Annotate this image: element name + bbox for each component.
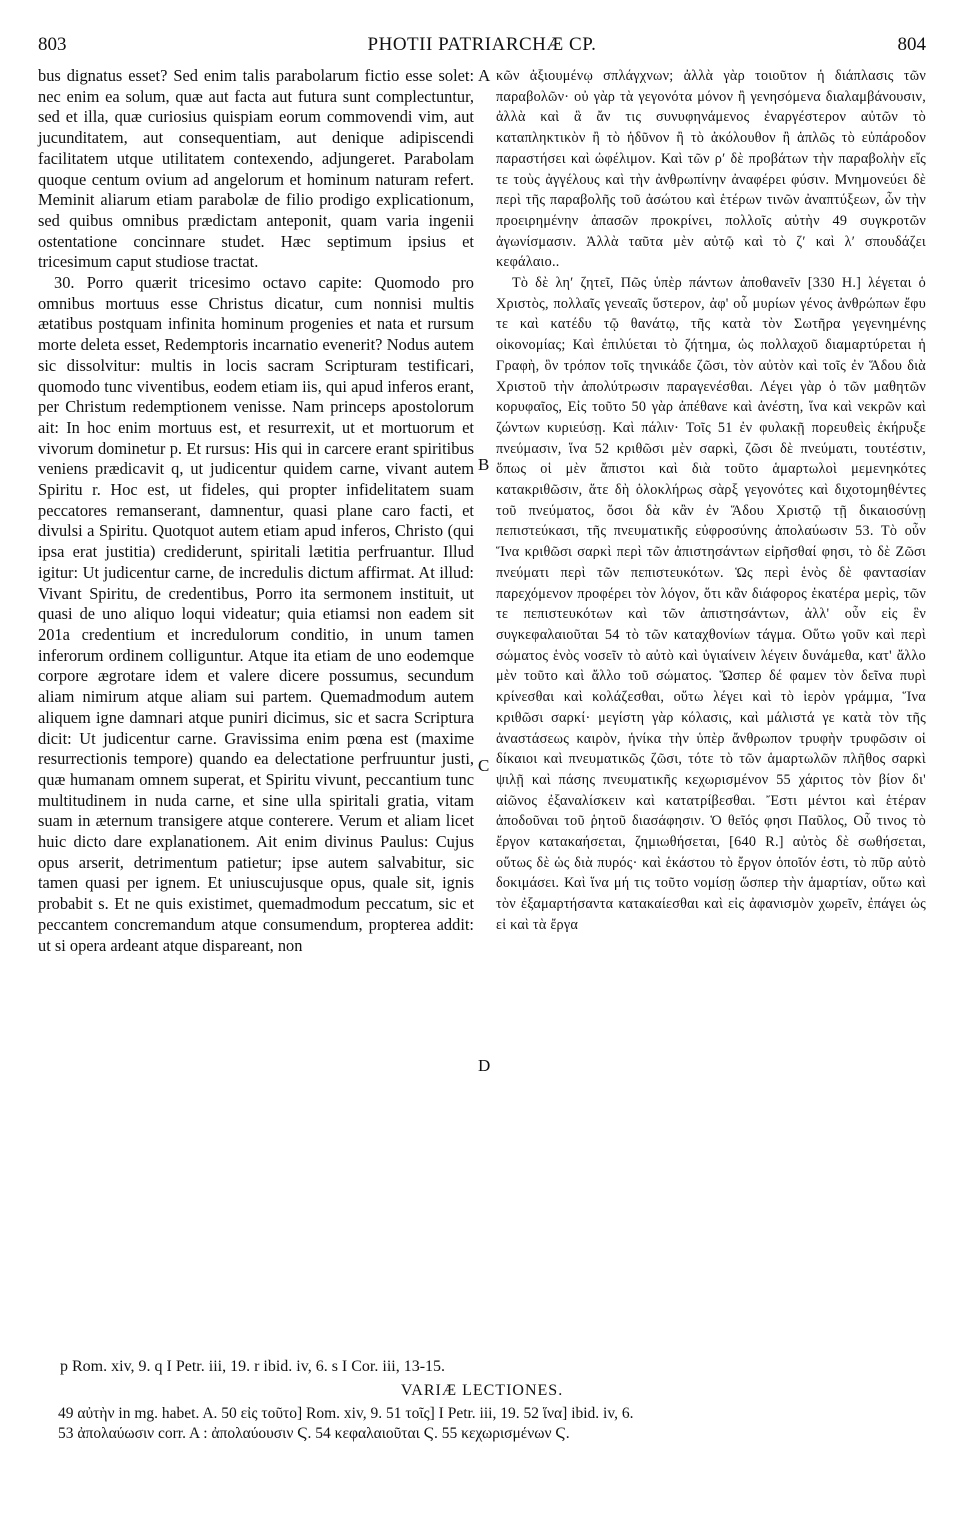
variae-line-1: 49 αὐτὴν in mg. habet. A. 50 εἰς τοῦτο] Rom. xiv, 9. 51 τοῖς] I Petr. iii, 19. 52 ἵνα] ibid. iv, 6. [58,1405,634,1422]
variae-lectiones [58,1404,930,1444]
page-number-right: 804 [897,34,926,55]
variae-line-2: 53 ἀπολαύωσιν corr. A : ἀπολαύουσιν Ϛ. 54 κεφαλαιοῦται Ϛ. 55 κεχωρισμένων Ϛ. [58,1425,570,1442]
page-number-left: 803 [38,34,67,55]
latin-paragraph-1: bus dignatus esset? Sed enim talis parabolarum fictio esse solet: nec enim ea solum, quæ aut facta aut futura sunt complectuntur, sed et illa, quæ curiosius quispiam eorum commovendi vim, aut jucunditatem, aut consequentiam, aut denique adipiscendi facilitatem utque utilitatem contexendo, adjungeret. Parabolam quoque centum ovium ad angelorum et hominum naturam refert. Meminit aliarum etiam parabolæ de filio prodigo explicationum, sed quibus omnibus prædictam anteponit, quam varia ingenii ostentatione concinnare studet. Hæc septimum ipsius et tricesimum caput studiose tractat. [38,66,474,272]
latin-paragraph-2: 30. Porro quærit tricesimo octavo capite: Quomodo pro omnibus mortuus esse Christus dicatur, cum nonnisi multis ætatibus postquam infinita hominum progenies et nata et rursum morte deleta esset, Redemptoris incarnatio evenerit? Nodus autem sic dissolvitur: multis in locis sacram Scripturam testificari, quomodo tunc viventibus, eodem etiam iis, qui apud inferos erant, per Christum redemptionem venisse. Nam princeps apostolorum ait: In hoc enim mortuus est, et resurrexit, ut et mortuorum et vivorum dominetur p. Et rursus: His qui in carcere erant spiritibus veniens prædicavit q, ut judicentur quidem carne, vivant autem Spiritu r. Hoc est, ut fideles, qui propter infidelitatem suam peccatores remanserant, damnentur, quasi plane caro facti, et divulsi a Spiritu. Quotquot autem etiam apud inferos, Christo (qui ipsa erat justitia) crediderunt, spiritali lætitia perfruantur. Illud igitur: Ut judicentur carne, de incredulis dictum affirmat. At illud: Vivant Spiritu, de credentibus, Porro ita sermonem instituit, ut quasi de uno aliquo loqui videatur; quia etiamsi non eadem sit 201a credentium et incredulorum conditio, in unum tamen inferorum ordinem colliguntur. Atque ita etiam de uno eodemque corpore ægrotare idem et valere dicere possumus, secundum aliam nimirum atque aliam sui partem. Quemadmodum autem aliquem igne damnari atque puniri dicimus, sic et sacra Scriptura dicit: Ut judicentur carne. Gravissima enim pœna est (maxime resurrectionis tempore) quando ea delectatione perfruuntur justi, quæ humanam omnem superat, et Spiritu vivunt, peccantium tunc multitudinem in nuda carne, et sine ulla spiritali gratia, vitam suam in æternum transigere atque conterere. Verum et aliam licet huic dicto dare explanationem. Ait enim divinus Paulus: Cujus opus arserit, detrimentum patietur; ipse autem salvabitur, sic tamen quasi per ignem. Et uniuscujusque opus, quale sit, ignis probabit s. Et ne quis existimet, quemadmodum peccatum, sic et peccantem concremandum atque consumendum, propterea addit: ut si opera ardeant atque dispareant, non [38,273,474,955]
greek-column [496,66,926,936]
latin-column [38,66,474,956]
margin-letter-a: A [478,66,491,85]
greek-paragraph-2: Τὸ δὲ ληʹ ζητεῖ, Πῶς ὑπὲρ πάντων ἀποθανεῖν [330 H.] λέγεται ὁ Χριστὸς, πολλαῖς γενεαῖς ὕστερον, ἀφ' οὗ μυρίων γένος ἀνθρώπων ἔφυ τε καὶ κατέδυ τῷ θανάτῳ, τῆς κατὰ τὸν Σωτῆρα γεγενημένης οἰκονομίας; Καὶ ἐπιλύεται τὸ ζήτημα, ὡς πολλαχοῦ διαμαρτύρεται ἡ Γραφὴ, ὃν τρόπον τοῖς τηνικάδε ζῶσι, τὸν αὐτὸν καὶ τοῖς ἐν Ἅδου διὰ Χριστοῦ τὴν ἀπολύτρωσιν παραγενέσθαι. Λέγει γὰρ ὁ τῶν μαθητῶν κορυφαῖος, Εἰς τοῦτο 50 γὰρ ἀπέθανε καὶ ἀνέστη, ἵνα καὶ νεκρῶν καὶ ζώντων κυριεύσῃ. Καὶ πάλιν· Τοῖς 51 ἐν φυλακῇ πορευθεὶς ἐκήρυξε πνεύμασιν, ἵνα 52 κριθῶσι μὲν σαρκὶ, ζῶσι δὲ πνεύματι, τουτέστιν, ὅπως οἱ μὲν ἄπιστοι καὶ διὰ τοῦτο ἁμαρτωλοὶ μεμενηκότες κατακριθῶσιν, ἅτε δὴ ὁλοκλήρως σὰρξ γεγονότες καὶ διχοτομηθέντες τοῦ πνεύματος, ὅσοι δὰ κἂν ἐν Ἅδου Χριστῷ τῇ δικαιοσύνῃ πεπιστεύκασι, τῆς πνευματικῆς εὐφροσύνης ἀπολαύωσιν 53. Τὸ οὖν Ἵνα κριθῶσι σαρκὶ περὶ τῶν ἀπιστησάντων εἰρῆσθαί φησι, τὸ δὲ Ζῶσι πνεύματι περὶ τῶν πεπιστευκότων. Ὡς περὶ ἑνὸς δὲ φαντασίαν παρεχόμενον προφέρει τὸν λόγον, ὅτι κἂν διάφορος ἑκατέρα μερὶς, τῶν τε πεπιστευκότων καὶ τῶν ἀπιστησάντων, ἀλλ' οὖν εἰς ἓν συγκεφαλαιοῦται 54 τὸ τῶν καταχθονίων τάγμα. Οὕτω γοῦν καὶ περὶ σώματος ἑνὸς νοσεῖν τὸ αὐτὸ καὶ ὑγιαίνειν λέγειν δυνάμεθα, κατ' ἄλλο μὲν τοῦτο καὶ ἄλλο τοῦ σώματος. Ὥσπερ δέ φαμεν τὸν δεῖνα πυρὶ κρίνεσθαι καὶ κολάζεσθαι, οὕτω λέγει καὶ τὸ ἱερὸν γράμμα, Ἵνα κριθῶσι σαρκί· μεγίστη γὰρ κόλασις, καὶ μάλιστά γε κατὰ τὸν τῆς ἀναστάσεως καιρὸν, ἡνίκα τὴν ὑπὲρ ἄνθρωπον τρυφὴν τρυφῶσιν οἱ δίκαιοι καὶ πνευματικῶς ζῶσι, τότε τὸ τῶν ἁμαρτωλῶν πλῆθος σαρκὶ ψιλῇ καὶ πάσης πνευματικῆς κεχωρισμένον 55 χάριτος τὸν βίον δι' αἰῶνος ἐξαναλίσκειν καὶ κατατρίβεσθαι. Ἔστι μέντοι καὶ ἑτέραν ἀποδοῦναι τοῦ ῥητοῦ διασάφησιν. Ὁ θεῖός φησι Παῦλος, Οὗ τινος τὸ ἔργον κατακαήσεται, ζημιωθήσεται, [640 R.] αὐτὸς δὲ σωθήσεται, οὕτως δὲ ὡς διὰ πυρός· καὶ ἑκάστου τὸ ἔργον ὁποῖόν ἐστι, τὸ πῦρ αὐτὸ δοκιμάσει. Καὶ ἵνα μή τις τοῦτο νομίσῃ ὥσπερ τὴν ἁμαρτίαν, οὕτω καὶ τὸν ἐξαμαρτήσαντα κατακαίεσθαι καὶ εἰς ἀφανισμὸν χωρεῖν, ἐπάγει ὡς εἰ καὶ τὰ ἔργα [496,275,926,933]
scripture-footnotes: p Rom. xiv, 9. q I Petr. iii, 19. r ibid. iv, 6. s I Cor. iii, 13-15. [60,1358,446,1375]
margin-letter-c: C [478,756,490,775]
margin-letter-b: B [478,455,490,474]
running-title: PHOTII PATRIARCHÆ CP. [367,34,597,55]
margin-letter-d: D [478,1056,491,1075]
page-header [38,34,926,60]
greek-paragraph-1: κῶν ἀξιουμένῳ σπλάγχνων; ἀλλὰ γὰρ τοιοῦτον ἡ διάπλασις τῶν παραβολῶν· οὐ γὰρ τὰ γεγονότα μόνον ἢ γενησόμενα διαλαμβάνουσιν, ἀλλὰ καὶ ἃ ἄν τις συνυφηνάμενος ἐναργέστερον αὐτῶν τὸ καταπληκτικὸν ἢ τὸ ἡδῦνον ἢ τὸ ἀκόλουθον ἢ ἁπλῶς τὸ εὐπάροδον παραστήσει καὶ ὠφέλιμον. Καὶ τῶν ρʹ δὲ προβάτων τὴν παραβολὴν εἴς τε τοὺς ἀγγέλους καὶ τὴν ἀνθρωπίνην ἀναφέρει φύσιν. Μνημονεύει δὲ περὶ τῆς παραβολῆς τοῦ ἀσώτου καὶ ἑτέρων τινῶν ἀναπτύξεων, ὧν τὴν προειρημένην ἁπασῶν προκρίνει, πολλοῖς αὐτὴν 49 συγκροτῶν ἀγωνίσμασιν. Ἀλλὰ ταῦτα μὲν αὐτῷ καὶ τὸ ζʹ καὶ λʹ σπουδάζει κεφάλαιο.. [496,68,926,271]
variae-lectiones-heading: VARIÆ LECTIONES. [400,1382,564,1399]
